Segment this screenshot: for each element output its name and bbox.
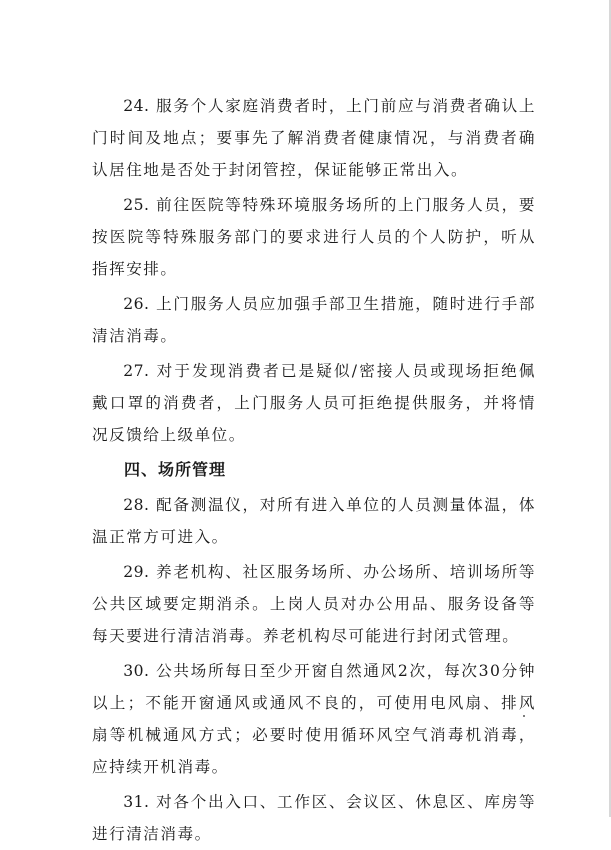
paragraph-26	[92, 288, 536, 352]
paragraph-text: 公共场所每日至少开窗自然通风2次，每次30分钟以上；不能开窗通风或通风不良的，可使用电风扇、排风扇等机械通风方式；必要时使用循环风空气消毒机消毒，应持续开机消毒。	[92, 662, 536, 776]
paragraph-text: 对各个出入口、工作区、会议区、休息区、库房等进行清洁消毒。	[92, 793, 536, 843]
paragraph-27	[92, 355, 536, 451]
paragraph-25	[92, 189, 536, 285]
paragraph-number: 24.	[123, 97, 150, 115]
paragraph-number: 25.	[123, 196, 150, 214]
paragraph-text: 服务个人家庭消费者时，上门前应与消费者确认上门时间及地点；要事先了解消费者健康情况，与消费者确认居住地是否处于封闭管控，保证能够正常出入。	[92, 97, 536, 179]
paragraph-28	[92, 489, 536, 553]
paragraph-text: 上门服务人员应加强手部卫生措施，随时进行手部清洁消毒。	[92, 295, 536, 345]
stray-dot	[523, 715, 525, 717]
paragraph-number: 31.	[123, 793, 150, 811]
paragraph-number: 26.	[123, 295, 150, 313]
paragraph-number: 28.	[123, 496, 150, 514]
document-body	[92, 90, 536, 850]
section-heading: 四、场所管理	[124, 460, 227, 479]
paragraph-text: 配备测温仪，对所有进入单位的人员测量体温，体温正常方可进入。	[92, 496, 536, 546]
paragraph-30	[92, 655, 536, 783]
paragraph-text: 对于发现消费者已是疑似/密接人员或现场拒绝佩戴口罩的消费者，上门服务人员可拒绝提供服务，并将情况反馈给上级单位。	[92, 362, 536, 444]
paragraph-number: 30.	[123, 662, 150, 680]
paragraph-number: 29.	[123, 563, 150, 581]
paragraph-24	[92, 90, 536, 186]
paragraph-29	[92, 556, 536, 652]
paragraph-text: 养老机构、社区服务场所、办公场所、培训场所等公共区域要定期消杀。上岗人员对办公用品、服务设备等每天要进行清洁消毒。养老机构尽可能进行封闭式管理。	[92, 563, 536, 645]
paragraph-text: 前往医院等特殊环境服务场所的上门服务人员，要按医院等特殊服务部门的要求进行人员的个人防护，听从指挥安排。	[92, 196, 536, 278]
paragraph-31	[92, 786, 536, 850]
paragraph-number: 27.	[123, 362, 150, 380]
